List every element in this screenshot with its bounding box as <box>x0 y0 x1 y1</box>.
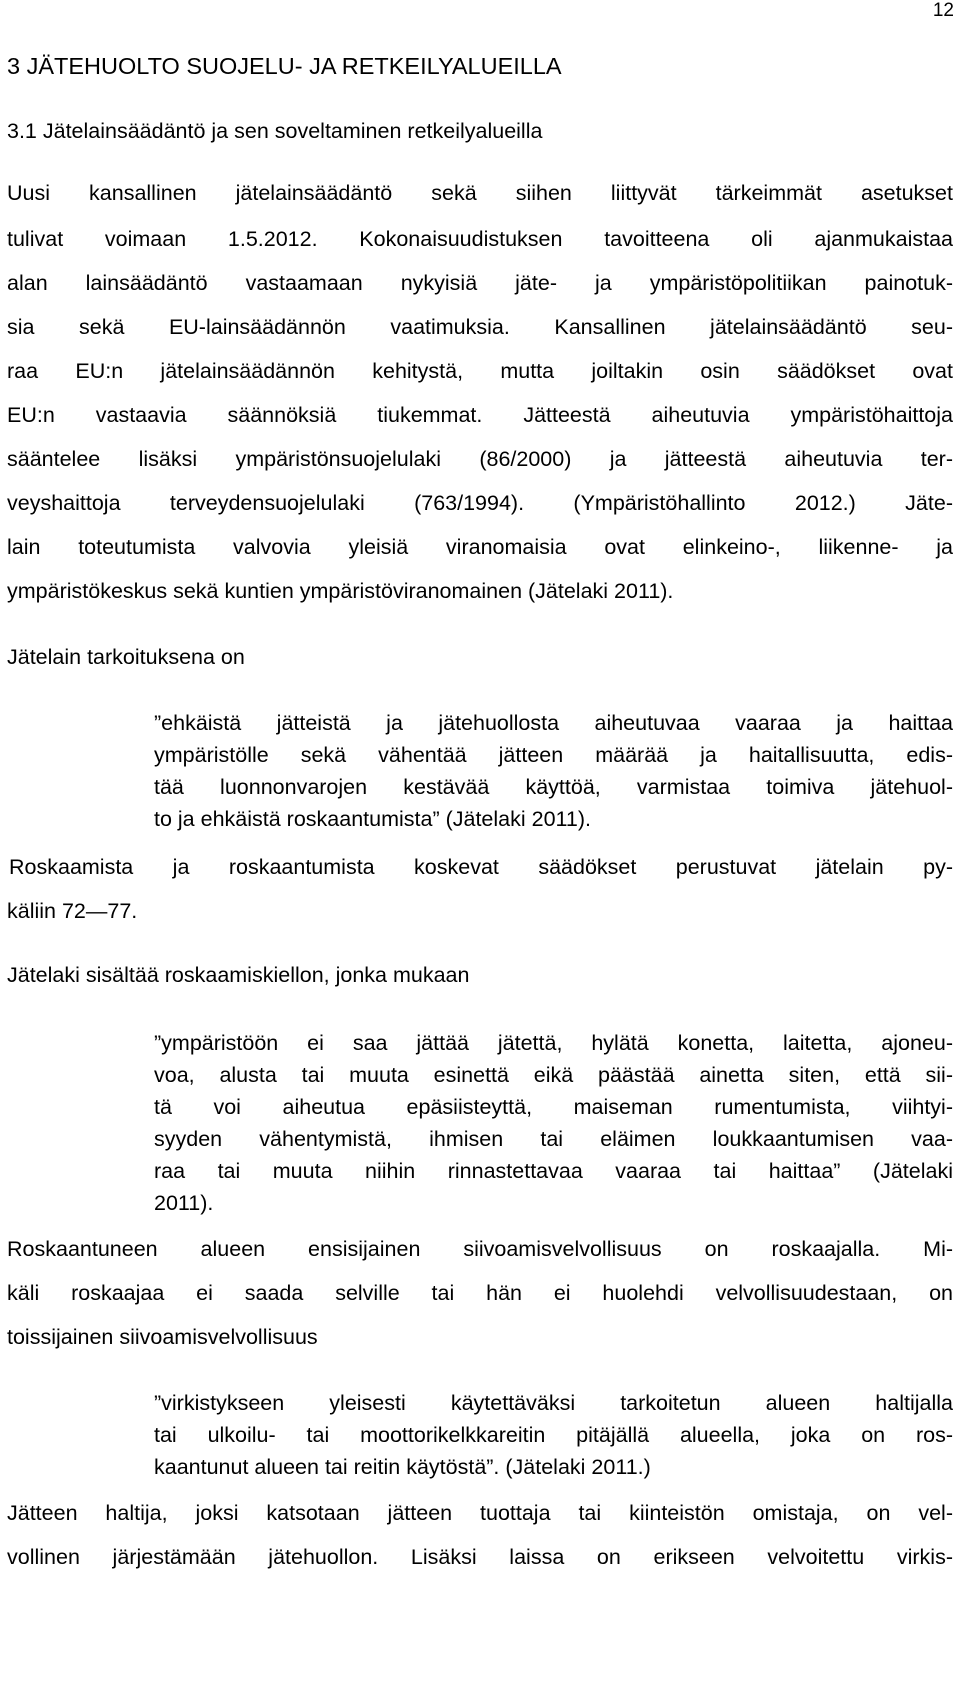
quote-line: ympäristölle sekä vähentää jätteen määrää ja haitallisuutta, edis- <box>154 743 953 767</box>
quote-line: kaantunut alueen tai reitin käytöstä”. (Jätelaki 2011.) <box>154 1455 651 1479</box>
quote-line: syyden vähentymistä, ihmisen tai eläimen loukkaantumisen vaa- <box>154 1127 953 1151</box>
paragraph-line: käliin 72—77. <box>7 899 138 923</box>
quote-line: tää luonnonvarojen kestävää käyttöä, varmistaa toimiva jätehuol- <box>154 775 953 799</box>
paragraph-line: Jätelain tarkoituksena on <box>7 645 245 669</box>
paragraph-line: sia sekä EU-lainsäädännön vaatimuksia. Kansallinen jätelainsäädäntö seu- <box>7 315 953 339</box>
paragraph-line: ympäristökeskus sekä kuntien ympäristöviranomainen (Jätelaki 2011). <box>7 579 674 603</box>
section-heading: 3.1 Jätelainsäädäntö ja sen soveltaminen retkeilyalueilla <box>7 119 543 143</box>
quote-line: ”ehkäistä jätteistä ja jätehuollosta aiheutuvaa vaaraa ja haittaa <box>154 711 953 735</box>
quote-line: 2011). <box>154 1191 214 1215</box>
quote-line: voa, alusta tai muuta esinettä eikä päästää ainetta siten, että sii- <box>154 1063 953 1087</box>
quote-line: tä voi aiheutua epäsiisteyttä, maiseman rumentumista, viihtyi- <box>154 1095 953 1119</box>
paragraph-line: vollinen järjestämään jätehuollon. Lisäksi laissa on erikseen velvoitettu virkis- <box>7 1545 953 1569</box>
paragraph-line: alan lainsäädäntö vastaamaan nykyisiä jäte- ja ympäristöpolitiikan painotuk- <box>7 271 953 295</box>
paragraph-line: Uusi kansallinen jätelainsäädäntö sekä siihen liittyvät tärkeimmät asetukset <box>7 181 953 205</box>
page-number: 12 <box>932 0 954 21</box>
quote-line: ”virkistykseen yleisesti käytettäväksi tarkoitetun alueen haltijalla <box>154 1391 953 1415</box>
paragraph-line: Jätelaki sisältää roskaamiskiellon, jonka mukaan <box>7 963 470 987</box>
quote-line: raa tai muuta niihin rinnastettavaa vaaraa tai haittaa” (Jätelaki <box>154 1159 953 1183</box>
paragraph-line: toissijainen siivoamisvelvollisuus <box>7 1325 318 1349</box>
quote-line: to ja ehkäistä roskaantumista” (Jätelaki 2011). <box>154 807 591 831</box>
paragraph-line: EU:n vastaavia säännöksiä tiukemmat. Jätteestä aiheutuvia ympäristöhaittoja <box>7 403 953 427</box>
paragraph-line: käli roskaajaa ei saada selville tai hän ei huolehdi velvollisuudestaan, on <box>7 1281 953 1305</box>
chapter-heading: 3 JÄTEHUOLTO SUOJELU- JA RETKEILYALUEILLA <box>7 53 562 79</box>
paragraph-line: Roskaamista ja roskaantumista koskevat säädökset perustuvat jätelain py- <box>9 855 953 879</box>
paragraph-line: tulivat voimaan 1.5.2012. Kokonaisuudistuksen tavoitteena oli ajanmukaistaa <box>7 227 953 251</box>
paragraph-line: lain toteutumista valvovia yleisiä viranomaisia ovat elinkeino-, liikenne- ja <box>7 535 953 559</box>
paragraph-line: veyshaittoja terveydensuojelulaki (763/1994). (Ympäristöhallinto 2012.) Jäte- <box>7 491 953 515</box>
paragraph-line: Roskaantuneen alueen ensisijainen siivoamisvelvollisuus on roskaajalla. Mi- <box>7 1237 953 1261</box>
paragraph-line: Jätteen haltija, joksi katsotaan jätteen tuottaja tai kiinteistön omistaja, on vel- <box>7 1501 953 1525</box>
paragraph-line: sääntelee lisäksi ympäristönsuojelulaki (86/2000) ja jätteestä aiheutuvia ter- <box>7 447 953 471</box>
quote-line: tai ulkoilu- tai moottorikelkkareitin pitäjällä alueella, joka on ros- <box>154 1423 953 1447</box>
paragraph-line: raa EU:n jätelainsäädännön kehitystä, mutta joiltakin osin säädökset ovat <box>7 359 953 383</box>
quote-line: ”ympäristöön ei saa jättää jätettä, hylätä konetta, laitetta, ajoneu- <box>154 1031 953 1055</box>
